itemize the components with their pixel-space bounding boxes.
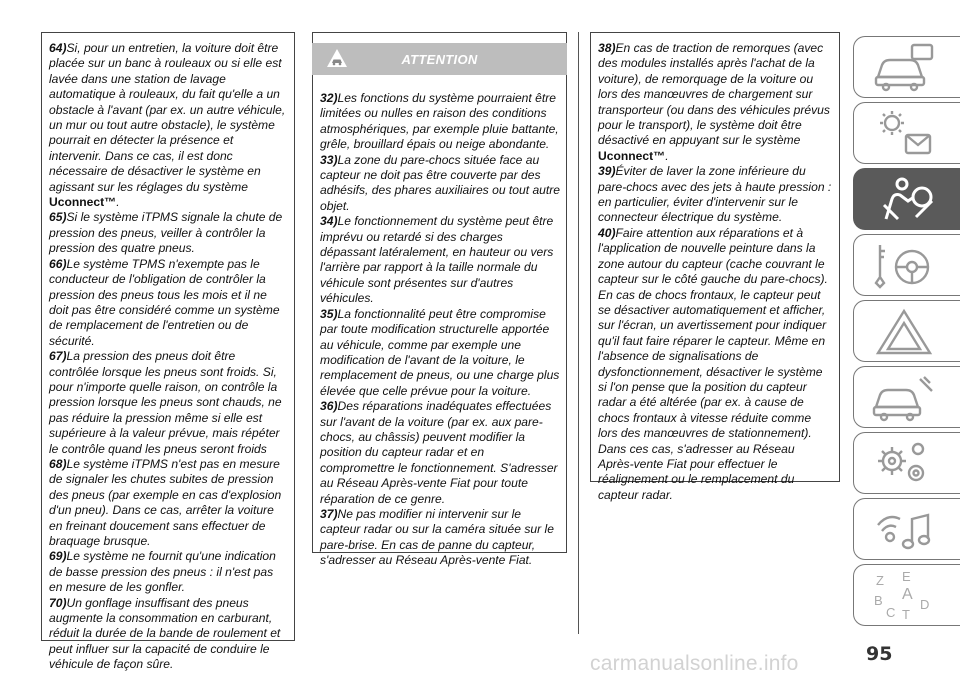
index-letter: Z bbox=[876, 573, 884, 588]
key-steering-icon bbox=[872, 241, 936, 291]
note-70: 70)Un gonflage insuffisant des pneus augmente la consommation en carburant, réduit la durée de la bande de roulement et peut influer sur la capacité de conduire le véhicule de façon sûre. bbox=[49, 595, 281, 672]
column-divider bbox=[578, 32, 579, 634]
note-67: 67)La pression des pneus doit être contrôlée lorsque les pneus sont froids. Si, pour n'importe quelle raison, on contrôle la pression lorsque les pneus sont chauds, ne pas réduire la pression même si elle est supérieure à la valeur prévue, mais répéter le contrôle quand les pneus seront froids bbox=[49, 349, 282, 456]
index-letter: A bbox=[902, 586, 913, 603]
warning-36: 36)Des réparations inadéquates effectuées sur l'avant de la voiture (par ex. aux pare-chocs, au châssis) peuvent modifier la position du capteur radar et en compromettre le fonctionnement. S'adresser au Réseau Après-vente Fiat pour toute réparation de ce genre. bbox=[320, 399, 558, 506]
warning-32: 32)Les fonctions du système pourraient être limitées ou nulles en raison des conditions atmosphériques, par exemple pluie battante, grêle, brouillard épais ou neige abondante. bbox=[320, 91, 559, 152]
index-letter: E bbox=[902, 571, 911, 584]
brand-uconnect: Uconnect™ bbox=[49, 195, 117, 210]
tab-starting-driving[interactable] bbox=[853, 234, 960, 296]
warning-33: 33)La zone du pare-chocs située face au capteur ne doit pas être couverte par des adhésifs, des phares auxiliaires ou tout autre objet. bbox=[320, 152, 561, 213]
page-number: 95 bbox=[866, 643, 893, 665]
warning-39: 39)Éviter de laver la zone inférieure du pare-chocs avec des jets à haute pression : en particulier, éviter d'intervenir sur le connecteur électrique du système. bbox=[598, 164, 832, 225]
lights-warning-icon bbox=[872, 109, 936, 159]
gears-icon bbox=[872, 439, 936, 489]
tab-vehicle-knowledge[interactable] bbox=[853, 36, 960, 98]
warning-35: 35)La fonctionnalité peut être compromise par toute modification structurelle apportée au véhicule, comme par exemple une modification de l'avant de la voiture, le remplacement de pneus, ou une charge plus élevée que celle prévue pour la voiture. bbox=[320, 306, 560, 398]
note-64: 64)Si, pour un entretien, la voiture doit être placée sur un banc à rouleaux ou si elle est lavée dans une station de lavage automatique à rouleaux, du fait qu'elle a un obstacle à l'avant (par ex. un autre véhicule, un mur ou tout autre obstacle), le système pourrait en détecter la présence et intervenir. Dans ce cas, il est donc nécessaire de désactiver le système en agissant sur les réglages du système Uconnect™. bbox=[49, 41, 286, 210]
warning-34: 34)Le fonctionnement du système peut être imprévu ou retardé si des charges dépassant latéralement, en hauteur ou vers l'arrière par rapport à la taille normale du véhicule sont présentes sur d'autres véhicules. bbox=[320, 214, 554, 306]
attention-header bbox=[312, 43, 567, 75]
watermark: carmanualsonline.info bbox=[590, 652, 799, 675]
index-letter: T bbox=[902, 607, 910, 621]
seat-airbag-icon bbox=[872, 175, 936, 225]
attention-box bbox=[312, 32, 567, 568]
car-info-icon bbox=[872, 43, 936, 93]
tab-warning-lights[interactable] bbox=[853, 300, 960, 362]
index-letter: B bbox=[874, 593, 883, 608]
multimedia-icon bbox=[872, 505, 936, 555]
attention-box-continued bbox=[590, 32, 840, 502]
tab-dashboard-lights[interactable] bbox=[853, 102, 960, 164]
note-69: 69)Le système ne fournit qu'une indication de basse pression des pneus : il n'est pas en mesure de les gonfler. bbox=[49, 549, 276, 595]
tab-safety[interactable] bbox=[853, 168, 960, 230]
tab-multimedia[interactable] bbox=[853, 498, 960, 560]
note-66: 66)Le système TPMS n'exempte pas le conducteur de l'obligation de contrôler la pression des pneus tous les mois et il ne doit pas être considéré comme un système de remplacement de l'entretien ou de sécurité. bbox=[49, 256, 280, 348]
brand-uconnect: Uconnect™ bbox=[598, 148, 666, 163]
alphabetical-index-icon bbox=[872, 571, 936, 621]
warning-38: 38)En cas de traction de remorques (avec des modules installés après l'achat de la voiture), de remorquage de la voiture ou lors des manœuvres de chargement sur transporteur (ou dans des véhicules prévus pour le transport), le système doit être désactivé en appuyant sur le système Uconnect™. bbox=[598, 41, 830, 163]
notes-column-1 bbox=[41, 32, 295, 672]
tab-emergency[interactable] bbox=[853, 366, 960, 428]
tab-index[interactable] bbox=[853, 564, 960, 626]
attention-title: ATTENTION bbox=[401, 52, 478, 67]
note-65: 65)Si le système iTPMS signale la chute de pression des pneus, veiller à contrôler la pression des quatre pneus. bbox=[49, 210, 283, 256]
tab-maintenance[interactable] bbox=[853, 432, 960, 494]
index-letter: C bbox=[886, 605, 896, 620]
warning-40: 40)Faire attention aux réparations et à l'application de nouvelle peinture dans la zone autour du capteur (cache couvrant le capteur sur le côté gauche du pare-chocs). En cas de chocs frontaux, le capteur peut se désactiver automatiquement et afficher, sur l'écran, un avertissement pour indiquer qu'il faut faire réparer le capteur. Même en l'absence de signalisations de dysfonctionnement, désactiver le système si l'on pense que la position du capteur radar a été altérée (par ex. à cause de chocs frontaux à vitesse réduite comme lors des manœuvres de stationnement). Dans ces cas, s'adresser au Réseau Après-vente Fiat pour effectuer le réalignement ou le remplacement du capteur radar. bbox=[598, 225, 828, 502]
car-tools-icon bbox=[872, 373, 936, 423]
index-letter: D bbox=[920, 597, 930, 612]
warning-triangle-icon bbox=[872, 307, 936, 357]
note-68: 68)Le système iTPMS n'est pas en mesure de signaler les chutes subites de pression des pneus (par exemple en cas d'explosion d'un pneu). Dans ce cas, arrêter la voiture en freinant doucement sans effectuer de braquage brusque. bbox=[49, 456, 282, 548]
warning-37: 37)Ne pas modifier ni intervenir sur le capteur radar ou sur la caméra située sur le pare-brise. En cas de panne du capteur, s'adresser au Réseau Après-vente Fiat. bbox=[320, 506, 554, 568]
